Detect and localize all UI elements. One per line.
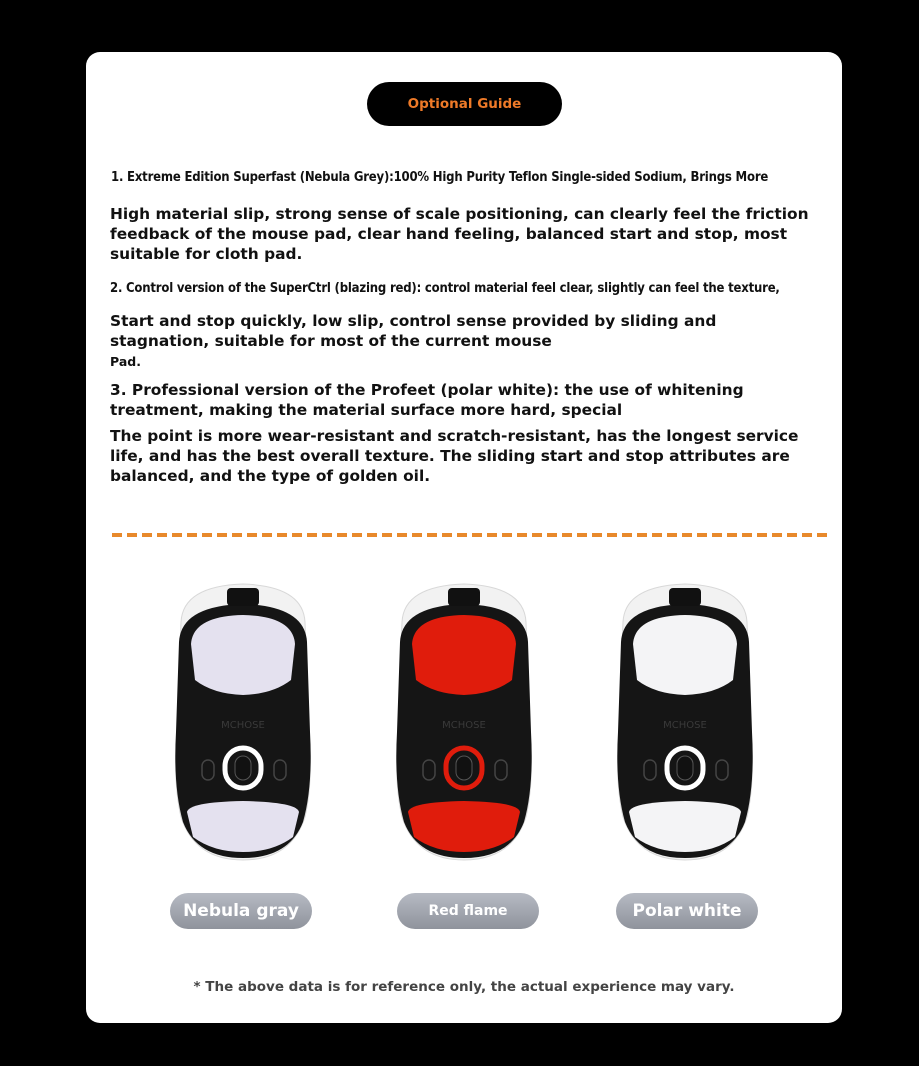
paragraph-1-heading: 1. Extreme Edition Superfast (Nebula Grey):100% High Purity Teflon Single-sided Sodium, Brings More (111, 170, 769, 185)
paragraph-2-tail: Pad. (110, 354, 141, 369)
mouse-red-flame-image (394, 582, 534, 862)
paragraph-2-heading: 2. Control version of the SuperCtrl (blazing red): control material feel clear, slightly can feel the texture, (110, 281, 780, 296)
guide-card (86, 52, 842, 1023)
front-foot (633, 615, 737, 695)
paragraph-3-heading: 3. Professional version of the Profeet (polar white): the use of whitening treatment, making the material surface more hard, special (110, 381, 744, 419)
front-foot (191, 615, 295, 695)
red-flame-label: Red flame (397, 893, 539, 929)
optional-guide-badge: Optional Guide (367, 82, 562, 126)
mouse-brand-text: MCHOSE (442, 720, 486, 731)
mouse-nebula-gray-image (173, 582, 313, 862)
mouse-brand-text: MCHOSE (221, 720, 265, 731)
mouse-brand-text: MCHOSE (663, 720, 707, 731)
paragraph-3-body: The point is more wear-resistant and scratch-resistant, has the longest service life, and has the best overall texture. The sliding start and stop attributes are balanced, and the type of golden oil. (110, 427, 799, 485)
paragraph-2-body: Start and stop quickly, low slip, control sense provided by sliding and stagnation, suitable for most of the current mouse (110, 312, 717, 350)
dashed-divider (112, 533, 828, 537)
nebula-gray-label: Nebula gray (170, 893, 312, 929)
reference-footnote: * The above data is for reference only, the actual experience may vary. (193, 979, 735, 995)
paragraph-1-body: High material slip, strong sense of scale positioning, can clearly feel the friction feedback of the mouse pad, clear hand feeling, balanced start and stop, most suitable for cloth pad. (110, 205, 809, 263)
polar-white-label: Polar white (616, 893, 758, 929)
front-foot (412, 615, 516, 695)
mouse-polar-white-image (615, 582, 755, 862)
